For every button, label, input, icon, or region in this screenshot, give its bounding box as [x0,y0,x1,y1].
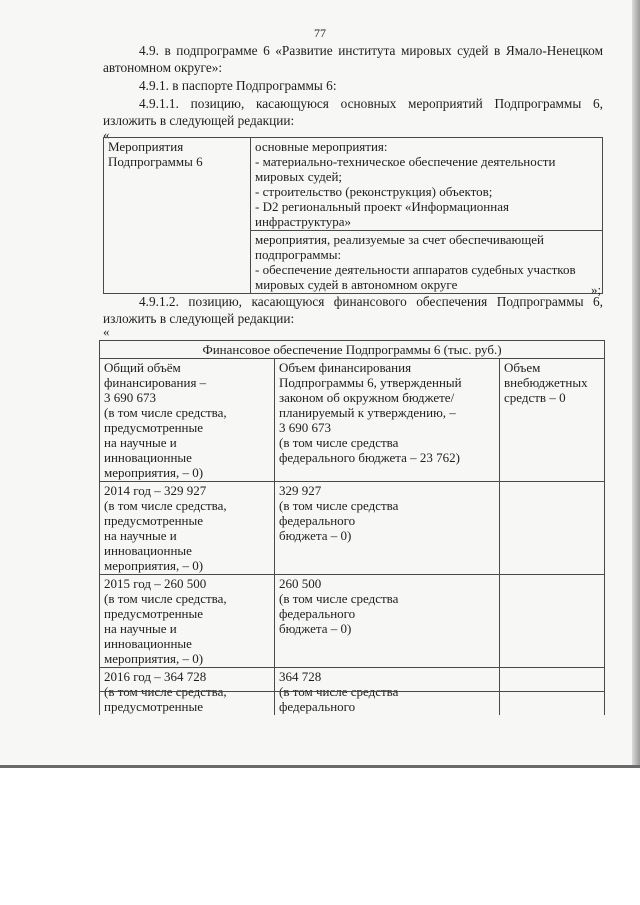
total-funding-cell: Общий объём финансирования – 3 690 673 (в том числе средства, предусмотренные на научные и инновационные мероприятия, – 0) [100,359,275,482]
paragraph-4-9 [103,43,603,76]
year-2015-empty-cell [500,575,605,668]
table-row [100,482,605,575]
open-quote-2: « [103,324,110,339]
support-activities-cell: мероприятия, реализуемые за счет обеспечивающей подпрограммы: - обеспечение деятельности аппаратов судебных участков мировых судей в автономном округе [251,231,603,294]
year-2014-empty-cell [500,482,605,575]
budget-funding-cell: Объем финансирования Подпрограммы 6, утвержденный законом об окружном бюджете/ планируемый к утверждению, – 3 690 673 (в том числе средства федерального бюджета – 23 762) [275,359,500,482]
year-2014-budget-cell: 329 927 (в том числе средства федерального бюджета – 0) [275,482,500,575]
paragraph-4-9-1-2-text: 4.9.1.2. позицию, касающуюся финансового обеспечения Подпрограммы 6, изложить в следующей редакции: [103,294,603,326]
table-bottom-rule [99,691,605,692]
activities-label-cell: Мероприятия Подпрограммы 6 [104,138,251,294]
year-2016-budget-cell: 364 728 (в том числе средства федерального [275,668,500,716]
paragraph-4-9-text: 4.9. в подпрограмме 6 «Развитие института мировых судей в Ямало-Ненецком автономном округе»: [103,43,603,75]
year-2015-cell: 2015 год – 260 500 (в том числе средства, предусмотренные на научные и инновационные мероприятия, – 0) [100,575,275,668]
financing-table-header: Финансовое обеспечение Подпрограммы 6 (тыс. руб.) [100,341,605,359]
year-2016-cell: 2016 год – 364 728 (в том числе средства, предусмотренные [100,668,275,716]
open-quote-1: « [103,127,110,142]
paragraph-4-9-1-text: 4.9.1. в паспорте Подпрограммы 6: [139,78,337,93]
main-activities-cell: основные мероприятия: - материально-техническое обеспечение деятельности мировых судей; - строительство (реконструкция) объектов; - D2 региональный проект «Информационная инфраструктура» [251,138,603,231]
year-2015-budget-cell: 260 500 (в том числе средства федерального бюджета – 0) [275,575,500,668]
table-row [100,359,605,482]
financing-table-viewport [98,339,606,714]
paragraph-4-9-1-1-text: 4.9.1.1. позицию, касающуюся основных мероприятий Подпрограммы 6, изложить в следующей редакции: [103,96,603,128]
paragraph-4-9-1-2 [103,294,603,327]
table-row [100,575,605,668]
extrabudget-cell: Объем внебюджетных средств – 0 [500,359,605,482]
year-2014-cell: 2014 год – 329 927 (в том числе средства, предусмотренные на научные и инновационные мероприятия, – 0) [100,482,275,575]
table-row [104,138,603,231]
page-number: 77 [314,26,326,40]
close-quote: »; [591,282,602,297]
activities-table [103,137,603,294]
financing-table [99,340,605,715]
paragraph-4-9-1-1 [103,96,603,129]
table-header-row [100,341,605,359]
paragraph-4-9-1 [103,78,603,95]
